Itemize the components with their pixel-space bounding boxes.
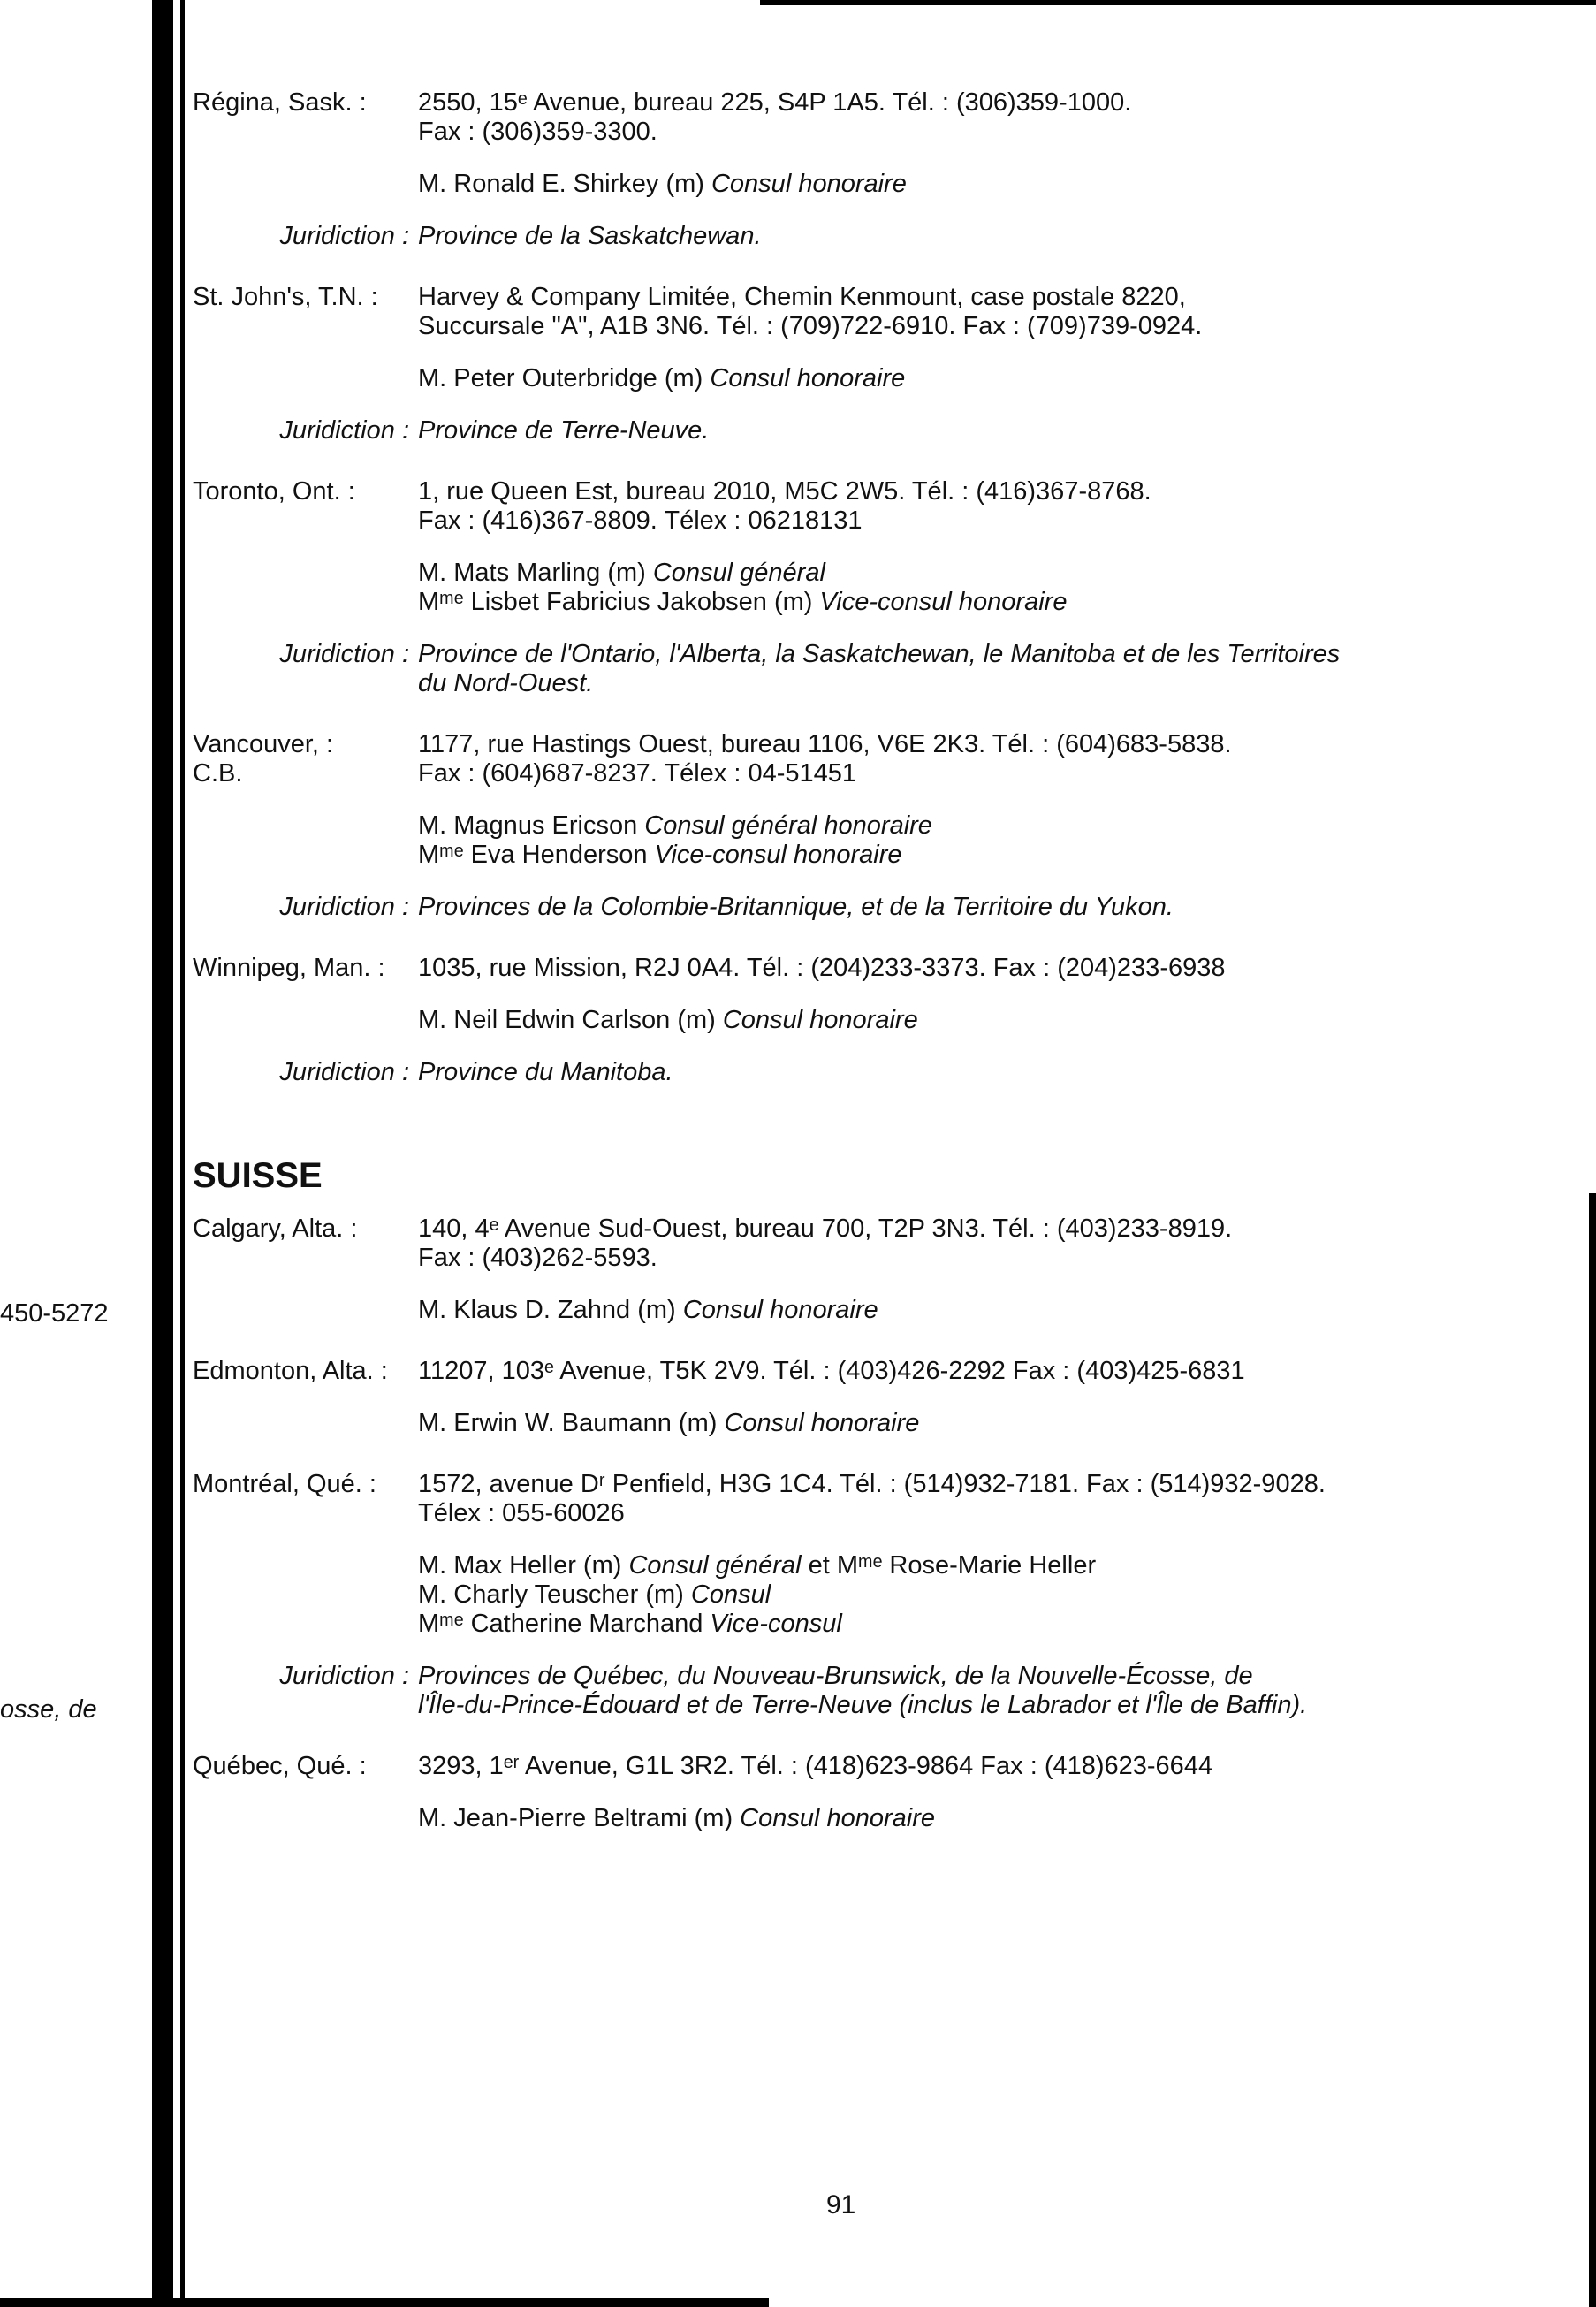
person-line — [193, 1804, 1554, 1833]
address-row — [193, 1357, 1554, 1386]
person-line — [193, 1409, 1554, 1438]
person-name: M. Erwin W. Baumann (m) — [418, 1409, 725, 1437]
city-label: Toronto, Ont. : — [193, 477, 355, 506]
address-text: 1035, rue Mission, R2J 0A4. Tél. : (204)233-3373. Fax : (204)233-6938 — [418, 954, 1226, 982]
person-title: Vice-consul honoraire — [819, 588, 1068, 616]
spacer — [193, 1833, 1554, 1865]
person-title: Consul honoraire — [682, 1296, 878, 1324]
consulate-entry — [193, 283, 1554, 477]
left-fragment: osse, de — [0, 1695, 97, 1724]
person-line — [193, 170, 1554, 199]
consulate-entry — [193, 954, 1554, 1119]
spacer — [193, 1325, 1554, 1357]
city-label: St. John's, T.N. : — [193, 283, 378, 311]
binding-bar-thin — [180, 0, 185, 2307]
spacer — [193, 1528, 1554, 1551]
person-title: Consul général — [652, 559, 825, 587]
person-name: M. Jean-Pierre Beltrami (m) — [418, 1804, 741, 1832]
person-name: M. Magnus Ericson — [418, 811, 645, 840]
consulate-entry — [193, 1214, 1554, 1357]
spacer — [193, 698, 1554, 730]
spacer — [193, 536, 1554, 559]
spacer — [193, 1781, 1554, 1804]
top-edge-bar — [760, 0, 1596, 5]
person-line — [193, 841, 1554, 870]
person-name: Mᵐᵉ Catherine Marchand — [418, 1610, 711, 1638]
address-row — [193, 1752, 1554, 1781]
person-name: M. Klaus D. Zahnd (m) — [418, 1296, 683, 1324]
address-text: 1572, avenue Dʳ Penfield, H3G 1C4. Tél. : (514)932-7181. Fax : (514)932-9028. Télex : 055-60026 — [418, 1470, 1326, 1527]
jurisdiction-label: Juridiction : — [279, 222, 409, 250]
jurisdiction-row — [193, 222, 1554, 251]
person-line — [193, 1610, 1554, 1639]
jurisdiction-label: Juridiction : — [279, 893, 409, 921]
person-suffix: et Mᵐᵉ Rose-Marie Heller — [801, 1551, 1097, 1580]
binding-bar-thick — [152, 0, 173, 2307]
consulate-entry — [193, 477, 1554, 730]
jurisdiction-row — [193, 1662, 1554, 1720]
consulate-entry — [193, 88, 1554, 283]
address-text: 3293, 1ᵉʳ Avenue, G1L 3R2. Tél. : (418)623-9864 Fax : (418)623-6644 — [418, 1752, 1213, 1780]
jurisdiction-text: Provinces de Québec, du Nouveau-Brunswick, de la Nouvelle-Écosse, de l'Île-du-Prince-Édouard et de Terre-Neuve (inclus le Labrador et l'Île de Baffin). — [418, 1662, 1308, 1719]
spacer — [193, 251, 1554, 283]
person-line — [193, 1006, 1554, 1035]
spacer — [193, 870, 1554, 893]
address-text: 11207, 103ᵉ Avenue, T5K 2V9. Tél. : (403)426-2292 Fax : (403)425-6831 — [418, 1357, 1245, 1385]
jurisdiction-label: Juridiction : — [279, 1058, 409, 1086]
spacer — [193, 1273, 1554, 1296]
consulate-entry — [193, 1470, 1554, 1752]
address-text: Harvey & Company Limitée, Chemin Kenmount, case postale 8220, Succursale "A", A1B 3N6. Tél. : (709)722-6910. Fax : (709)739-0924. — [418, 283, 1203, 340]
spacer — [193, 445, 1554, 477]
section — [193, 1154, 1554, 1865]
person-name: M. Peter Outerbridge (m) — [418, 364, 711, 392]
person-name: M. Charly Teuscher (m) — [418, 1580, 691, 1609]
jurisdiction-label: Juridiction : — [279, 1662, 409, 1690]
address-row — [193, 1470, 1554, 1528]
jurisdiction-label: Juridiction : — [279, 416, 409, 445]
section — [193, 88, 1554, 1119]
person-line — [193, 1296, 1554, 1325]
city-label: Québec, Qué. : — [193, 1752, 367, 1780]
person-title: Consul honoraire — [724, 1409, 920, 1437]
spacer — [193, 393, 1554, 416]
bottom-edge-bar — [0, 2298, 769, 2307]
spacer — [193, 1035, 1554, 1058]
consulate-entry — [193, 730, 1554, 954]
address-text: 1177, rue Hastings Ouest, bureau 1106, V6E 2K3. Tél. : (604)683-5838. Fax : (604)687-8237. Télex : 04-51451 — [418, 730, 1232, 788]
address-row — [193, 477, 1554, 536]
spacer — [193, 1720, 1554, 1752]
person-title: Consul général honoraire — [644, 811, 932, 840]
person-name: Mᵐᵉ Lisbet Fabricius Jakobsen (m) — [418, 588, 820, 616]
person-title: Consul honoraire — [710, 364, 906, 392]
right-edge-bar — [1589, 1193, 1596, 2307]
person-title: Consul — [690, 1580, 771, 1609]
address-text: 140, 4ᵉ Avenue Sud-Ouest, bureau 700, T2P 3N3. Tél. : (403)233-8919. Fax : (403)262-5593. — [418, 1214, 1233, 1272]
jurisdiction-row — [193, 1058, 1554, 1087]
person-title: Vice-consul — [710, 1610, 842, 1638]
person-line — [193, 811, 1554, 841]
address-row — [193, 730, 1554, 788]
person-name: M. Neil Edwin Carlson (m) — [418, 1006, 723, 1034]
jurisdiction-text: Province de la Saskatchewan. — [418, 222, 762, 250]
person-title: Vice-consul honoraire — [654, 841, 902, 869]
jurisdiction-text: Province de l'Ontario, l'Alberta, la Saskatchewan, le Manitoba et de les Territoires du Nord-Ouest. — [418, 640, 1341, 697]
jurisdiction-label: Juridiction : — [279, 640, 409, 668]
person-title: Consul honoraire — [740, 1804, 936, 1832]
left-fragment: 450-5272 — [0, 1299, 109, 1328]
address-row — [193, 1214, 1554, 1273]
address-row — [193, 283, 1554, 341]
jurisdiction-text: Provinces de la Colombie-Britannique, et de la Territoire du Yukon. — [418, 893, 1174, 921]
section-title: SUISSE — [193, 1156, 323, 1195]
consulate-entry — [193, 1357, 1554, 1470]
spacer — [193, 1438, 1554, 1470]
address-row — [193, 88, 1554, 147]
person-line — [193, 1551, 1554, 1580]
consulate-entry — [193, 1752, 1554, 1865]
person-name: M. Ronald E. Shirkey (m) — [418, 170, 711, 198]
city-label: Calgary, Alta. : — [193, 1214, 358, 1243]
jurisdiction-row — [193, 893, 1554, 922]
person-line — [193, 588, 1554, 617]
directory-page — [193, 88, 1554, 1865]
person-name: Mᵐᵉ Eva Henderson — [418, 841, 655, 869]
spacer — [193, 1087, 1554, 1119]
page-number: 91 — [826, 2190, 856, 2219]
city-label: Edmonton, Alta. : — [193, 1357, 388, 1385]
person-line — [193, 1580, 1554, 1610]
spacer — [193, 199, 1554, 222]
person-title: Consul honoraire — [711, 170, 907, 198]
address-row — [193, 954, 1554, 983]
jurisdiction-row — [193, 640, 1554, 698]
person-name: M. Max Heller (m) — [418, 1551, 629, 1580]
person-line — [193, 364, 1554, 393]
spacer — [193, 1639, 1554, 1662]
person-line — [193, 559, 1554, 588]
city-label: Montréal, Qué. : — [193, 1470, 376, 1498]
spacer — [193, 617, 1554, 640]
person-name: M. Mats Marling (m) — [418, 559, 653, 587]
address-text: 1, rue Queen Est, bureau 2010, M5C 2W5. Tél. : (416)367-8768. Fax : (416)367-8809. Télex : 06218131 — [418, 477, 1151, 535]
jurisdiction-text: Province de Terre-Neuve. — [418, 416, 710, 445]
spacer — [193, 983, 1554, 1006]
city-label: Vancouver, : C.B. — [193, 730, 334, 788]
person-title: Consul honoraire — [722, 1006, 918, 1034]
spacer — [193, 147, 1554, 170]
person-title: Consul général — [628, 1551, 802, 1580]
city-label: Winnipeg, Man. : — [193, 954, 385, 982]
city-label: Régina, Sask. : — [193, 88, 367, 117]
spacer — [193, 1386, 1554, 1409]
spacer — [193, 922, 1554, 954]
address-text: 2550, 15ᵉ Avenue, bureau 225, S4P 1A5. Tél. : (306)359-1000. Fax : (306)359-3300. — [418, 88, 1132, 146]
jurisdiction-row — [193, 416, 1554, 445]
jurisdiction-text: Province du Manitoba. — [418, 1058, 673, 1086]
spacer — [193, 341, 1554, 364]
spacer — [193, 788, 1554, 811]
